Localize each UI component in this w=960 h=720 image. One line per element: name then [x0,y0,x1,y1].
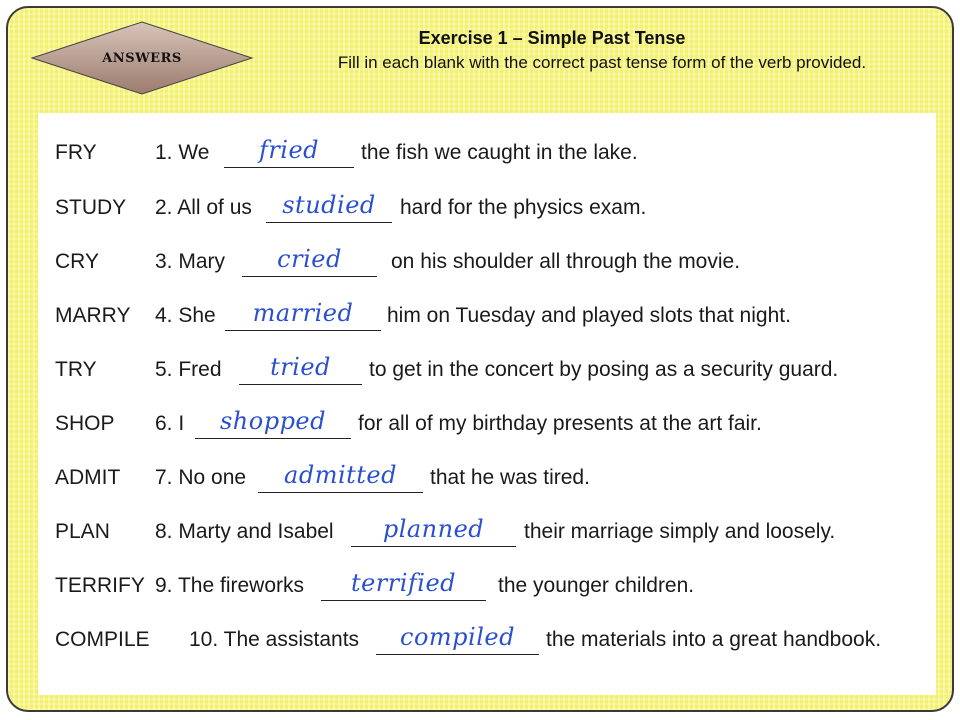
exercise-row [38,242,936,282]
answer-blank[interactable] [258,458,423,493]
sentence-start: 2. All of us [155,196,252,219]
base-verb: SHOP [55,412,115,435]
slide-frame [6,6,954,712]
sentence-start: 1. We [155,141,210,164]
sentence-start: 4. She [155,304,216,327]
exercise-instructions: Fill in each blank with the correct past tense form of the verb provided. [337,53,867,72]
exercise-title: Exercise 1 – Simple Past Tense [418,28,686,48]
exercise-row [38,566,936,606]
sentence-end: the younger children. [498,574,695,597]
exercise-row [38,620,936,660]
answer-blank[interactable] [224,133,354,168]
base-verb: COMPILE [55,628,150,651]
base-verb: CRY [55,250,99,273]
sentence-start: 3. Mary [155,250,226,273]
sentence-end: for all of my birthday presents at the art fair. [358,412,762,435]
answer-text: tried [270,353,331,381]
answer-blank[interactable] [321,566,486,601]
exercise-row [38,296,936,336]
sentence-end: hard for the physics exam. [400,196,647,219]
exercise-row [38,404,936,444]
exercise-row [38,188,936,228]
base-verb: MARRY [55,304,131,327]
exercise-row [38,458,936,498]
exercise-row [38,350,936,390]
answer-blank[interactable] [351,512,516,547]
answer-blank[interactable] [195,404,351,439]
base-verb: TRY [55,358,97,381]
answer-text: cried [277,245,342,273]
sentence-end: their marriage simply and loosely. [524,520,836,543]
sentence-start: 6. I [155,412,185,435]
sentence-start: 8. Marty and Isabel [155,520,334,543]
sentence-start: 10. The assistants [189,628,360,651]
sentence-end: to get in the concert by posing as a security guard. [369,358,839,381]
answers-badge-label: ANSWERS [102,50,182,66]
base-verb: TERRIFY [55,574,145,597]
answer-text: terrified [350,569,457,597]
base-verb: STUDY [55,196,127,219]
base-verb: FRY [55,141,97,164]
sentence-end: on his shoulder all through the movie. [391,250,741,273]
answer-text: planned [382,515,485,543]
answers-badge [30,20,254,96]
sentence-end: the fish we caught in the lake. [361,141,638,164]
exercise-panel [38,113,936,695]
sentence-start: 9. The fireworks [155,574,304,597]
base-verb: ADMIT [55,466,121,489]
exercise-row [38,133,936,173]
answer-text: admitted [284,461,397,489]
answer-text: shopped [219,407,326,435]
answer-text: married [252,299,354,327]
answer-blank[interactable] [225,296,381,331]
sentence-end: him on Tuesday and played slots that night. [387,304,791,327]
sentence-start: 5. Fred [155,358,222,381]
answer-text: fried [258,136,320,164]
answer-blank[interactable] [376,620,539,655]
sentence-end: the materials into a great handbook. [546,628,882,651]
answer-blank[interactable] [266,188,392,223]
base-verb: PLAN [55,520,110,543]
answer-text: compiled [400,623,515,651]
answer-blank[interactable] [239,350,362,385]
answer-blank[interactable] [242,242,377,277]
exercise-row [38,512,936,552]
sentence-end: that he was tired. [430,466,590,489]
answer-text: studied [282,191,376,219]
sentence-start: 7. No one [155,466,247,489]
